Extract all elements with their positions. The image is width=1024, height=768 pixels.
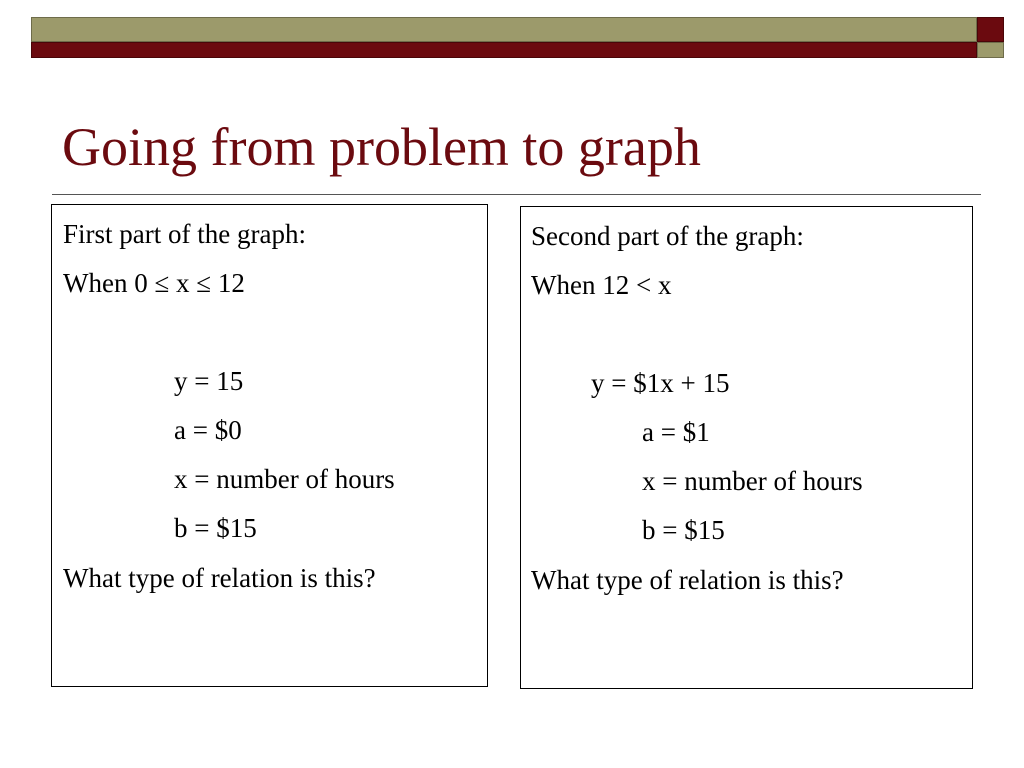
header-bar-olive <box>31 17 977 42</box>
right-equation: y = $1x + 15 <box>591 368 730 398</box>
title-divider <box>52 194 981 195</box>
left-question: What type of relation is this? <box>63 563 376 593</box>
corner-square-olive <box>977 42 1004 58</box>
right-question: What type of relation is this? <box>531 565 844 595</box>
left-x-line: x = number of hours <box>174 464 395 494</box>
left-content-box <box>51 204 488 687</box>
header-bar-maroon <box>31 42 977 58</box>
left-a-line: a = $0 <box>174 415 242 445</box>
right-condition: When 12 < x <box>531 270 672 300</box>
right-a-line: a = $1 <box>642 417 710 447</box>
left-heading: First part of the graph: <box>63 219 306 249</box>
slide-title: Going from problem to graph <box>62 117 701 177</box>
left-b-line: b = $15 <box>174 513 257 543</box>
left-condition: When 0 ≤ x ≤ 12 <box>63 268 245 298</box>
right-x-line: x = number of hours <box>642 466 863 496</box>
right-content-box <box>520 206 973 689</box>
right-b-line: b = $15 <box>642 515 725 545</box>
corner-square-maroon <box>977 17 1004 42</box>
left-equation: y = 15 <box>174 366 244 396</box>
right-heading: Second part of the graph: <box>531 221 804 251</box>
